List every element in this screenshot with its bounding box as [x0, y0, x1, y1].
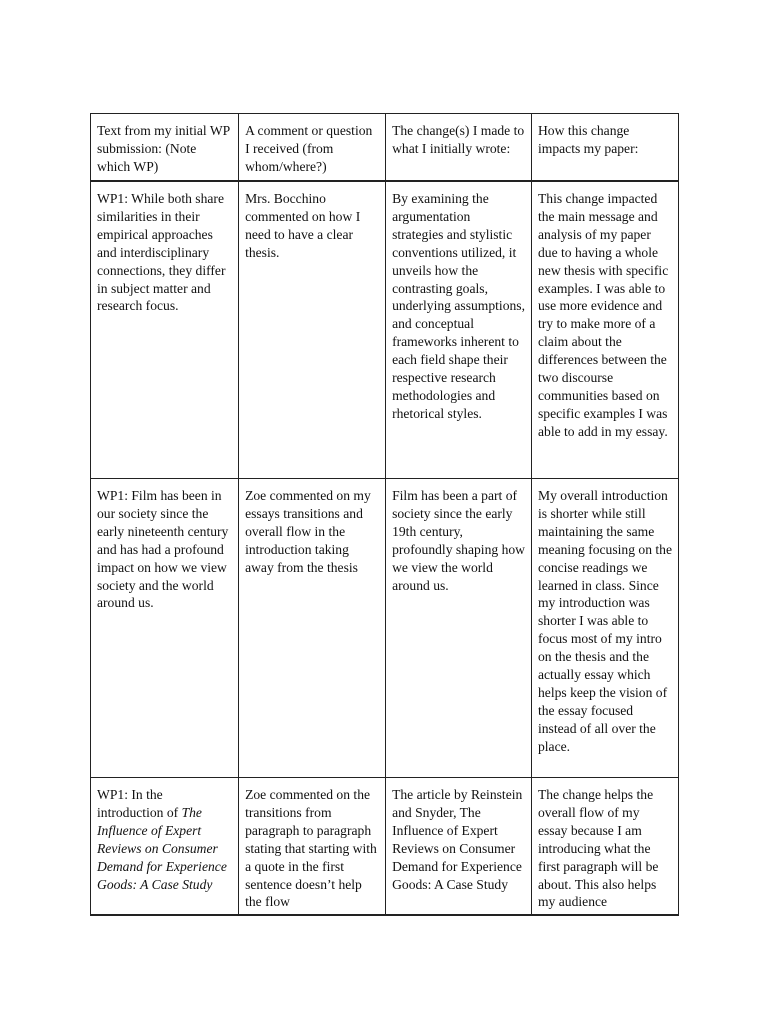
header-change-label: The change(s) I made to what I initially wrote: [392, 123, 525, 156]
change-text: By examining the argumentation strategies and stylistic conventions utilized, it unveils how the contrasting goals, underlying assumptions, and conceptual frameworks inherent to each field shape their respective research methodologies and rhetorical styles. [392, 191, 525, 421]
cell-change [386, 479, 532, 778]
cell-original-text [91, 479, 239, 778]
comment-text: Zoe commented on the transitions from paragraph to paragraph stating that starting with a quote in the first sentence doesn’t help the flow [245, 787, 377, 910]
table-header-row [91, 114, 679, 182]
cell-comment [239, 181, 386, 479]
comment-text: Zoe commented on my essays transitions and overall flow in the introduction taking away from the thesis [245, 488, 371, 575]
cell-impact [531, 479, 678, 778]
header-cell-original-text [91, 114, 239, 182]
original-text [97, 786, 232, 893]
reflection-table [90, 113, 679, 916]
header-cell-change [386, 114, 532, 182]
cell-impact [531, 778, 678, 916]
table-row [91, 181, 679, 479]
original-text-prefix: WP1: In the introduction of [97, 787, 182, 820]
impact-text: My overall introduction is shorter while still maintaining the same meaning focusing on the concise readings we learned in class. Since my introduction was shorter I was able to focus most of my intro on the thesis and the actually essay which helps keep the vision of the essay focused instead of all over the place. [537, 488, 673, 754]
cell-impact [531, 181, 678, 479]
cell-original-text [91, 181, 239, 479]
header-cell-comment [239, 114, 386, 182]
header-cell-impact [531, 114, 678, 182]
cell-comment [239, 778, 386, 916]
cell-change [386, 181, 532, 479]
impact-text: This change impacted the main message and analysis of my paper due to having a whole new thesis with specific examples. I was able to use more evidence and try to make more of a claim about the differences between the two discourse communities based on specific examples I was able to add in my essay. [537, 191, 669, 439]
comment-text: Mrs. Bocchino commented on how I need to have a clear thesis. [245, 191, 361, 260]
change-text: The article by Reinstein and Snyder, The Influence of Expert Reviews on Consumer Demand for Experience Goods: A Case Study [392, 787, 523, 892]
change-text: Film has been a part of society since the early 19th century, profoundly shaping how we view the world around us. [392, 488, 525, 593]
cell-comment [239, 479, 386, 778]
original-text: WP1: Film has been in our society since the early nineteenth century and has had a profound impact on how we view society and the world around us. [97, 488, 229, 611]
original-text: WP1: While both share similarities in their empirical approaches and interdisciplinary connections, they differ in subject matter and research focus. [97, 191, 226, 314]
table-row [91, 778, 679, 916]
original-text-article-title: The Influence of Expert Reviews on Consumer Demand for Experience Goods: A Case Study [97, 804, 227, 892]
table-row [91, 479, 679, 778]
header-impact-label: How this change impacts my paper: [537, 123, 639, 156]
header-original-text-label: Text from my initial WP submission: (Note which WP) [97, 123, 230, 174]
header-comment-label: A comment or question I received (from whom/where?) [245, 123, 373, 174]
impact-text: The change helps the overall flow of my essay because I am introducing what the first paragraph will be about. This also helps my audience [537, 787, 659, 910]
cell-change [386, 778, 532, 916]
cell-original-text [91, 778, 239, 916]
